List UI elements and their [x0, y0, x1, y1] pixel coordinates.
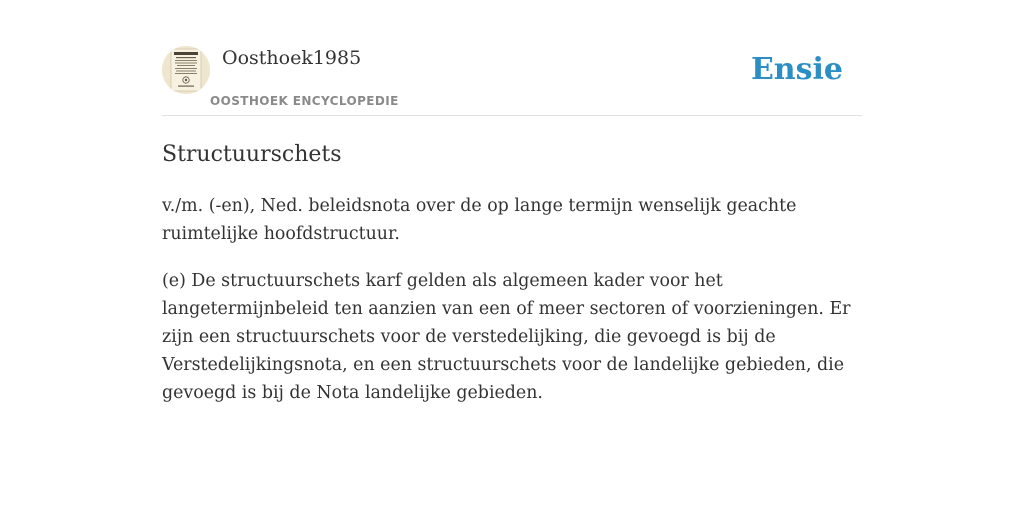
- encyclopedia-title-page-icon: [162, 46, 210, 94]
- header-divider: [162, 115, 862, 116]
- author-avatar[interactable]: [162, 46, 210, 94]
- ensie-logo-link[interactable]: Ensie: [750, 52, 843, 87]
- author-name-link[interactable]: Oosthoek1985: [222, 47, 362, 69]
- entry-explanation: (e) De structuurschets karf gelden als algemeen kader voor het langetermijnbeleid ten aanzien van een of meer sectoren of voorzieningen. Er zijn een structuurschets voor de verstedelijking, die gevoegd is bij de Verstedelijkingsnota, en een structuurschets voor de landelijke gebieden, die gevoegd is bij de Nota landelijke gebieden.: [162, 271, 851, 403]
- entry-title: Structuurschets: [162, 142, 342, 167]
- source-label: OOSTHOEK ENCYCLOPEDIE: [210, 94, 399, 108]
- entry-definition: v./m. (-en), Ned. beleidsnota over de op lange termijn wenselijk geachte ruimtelijke hoofdstructuur.: [162, 196, 797, 244]
